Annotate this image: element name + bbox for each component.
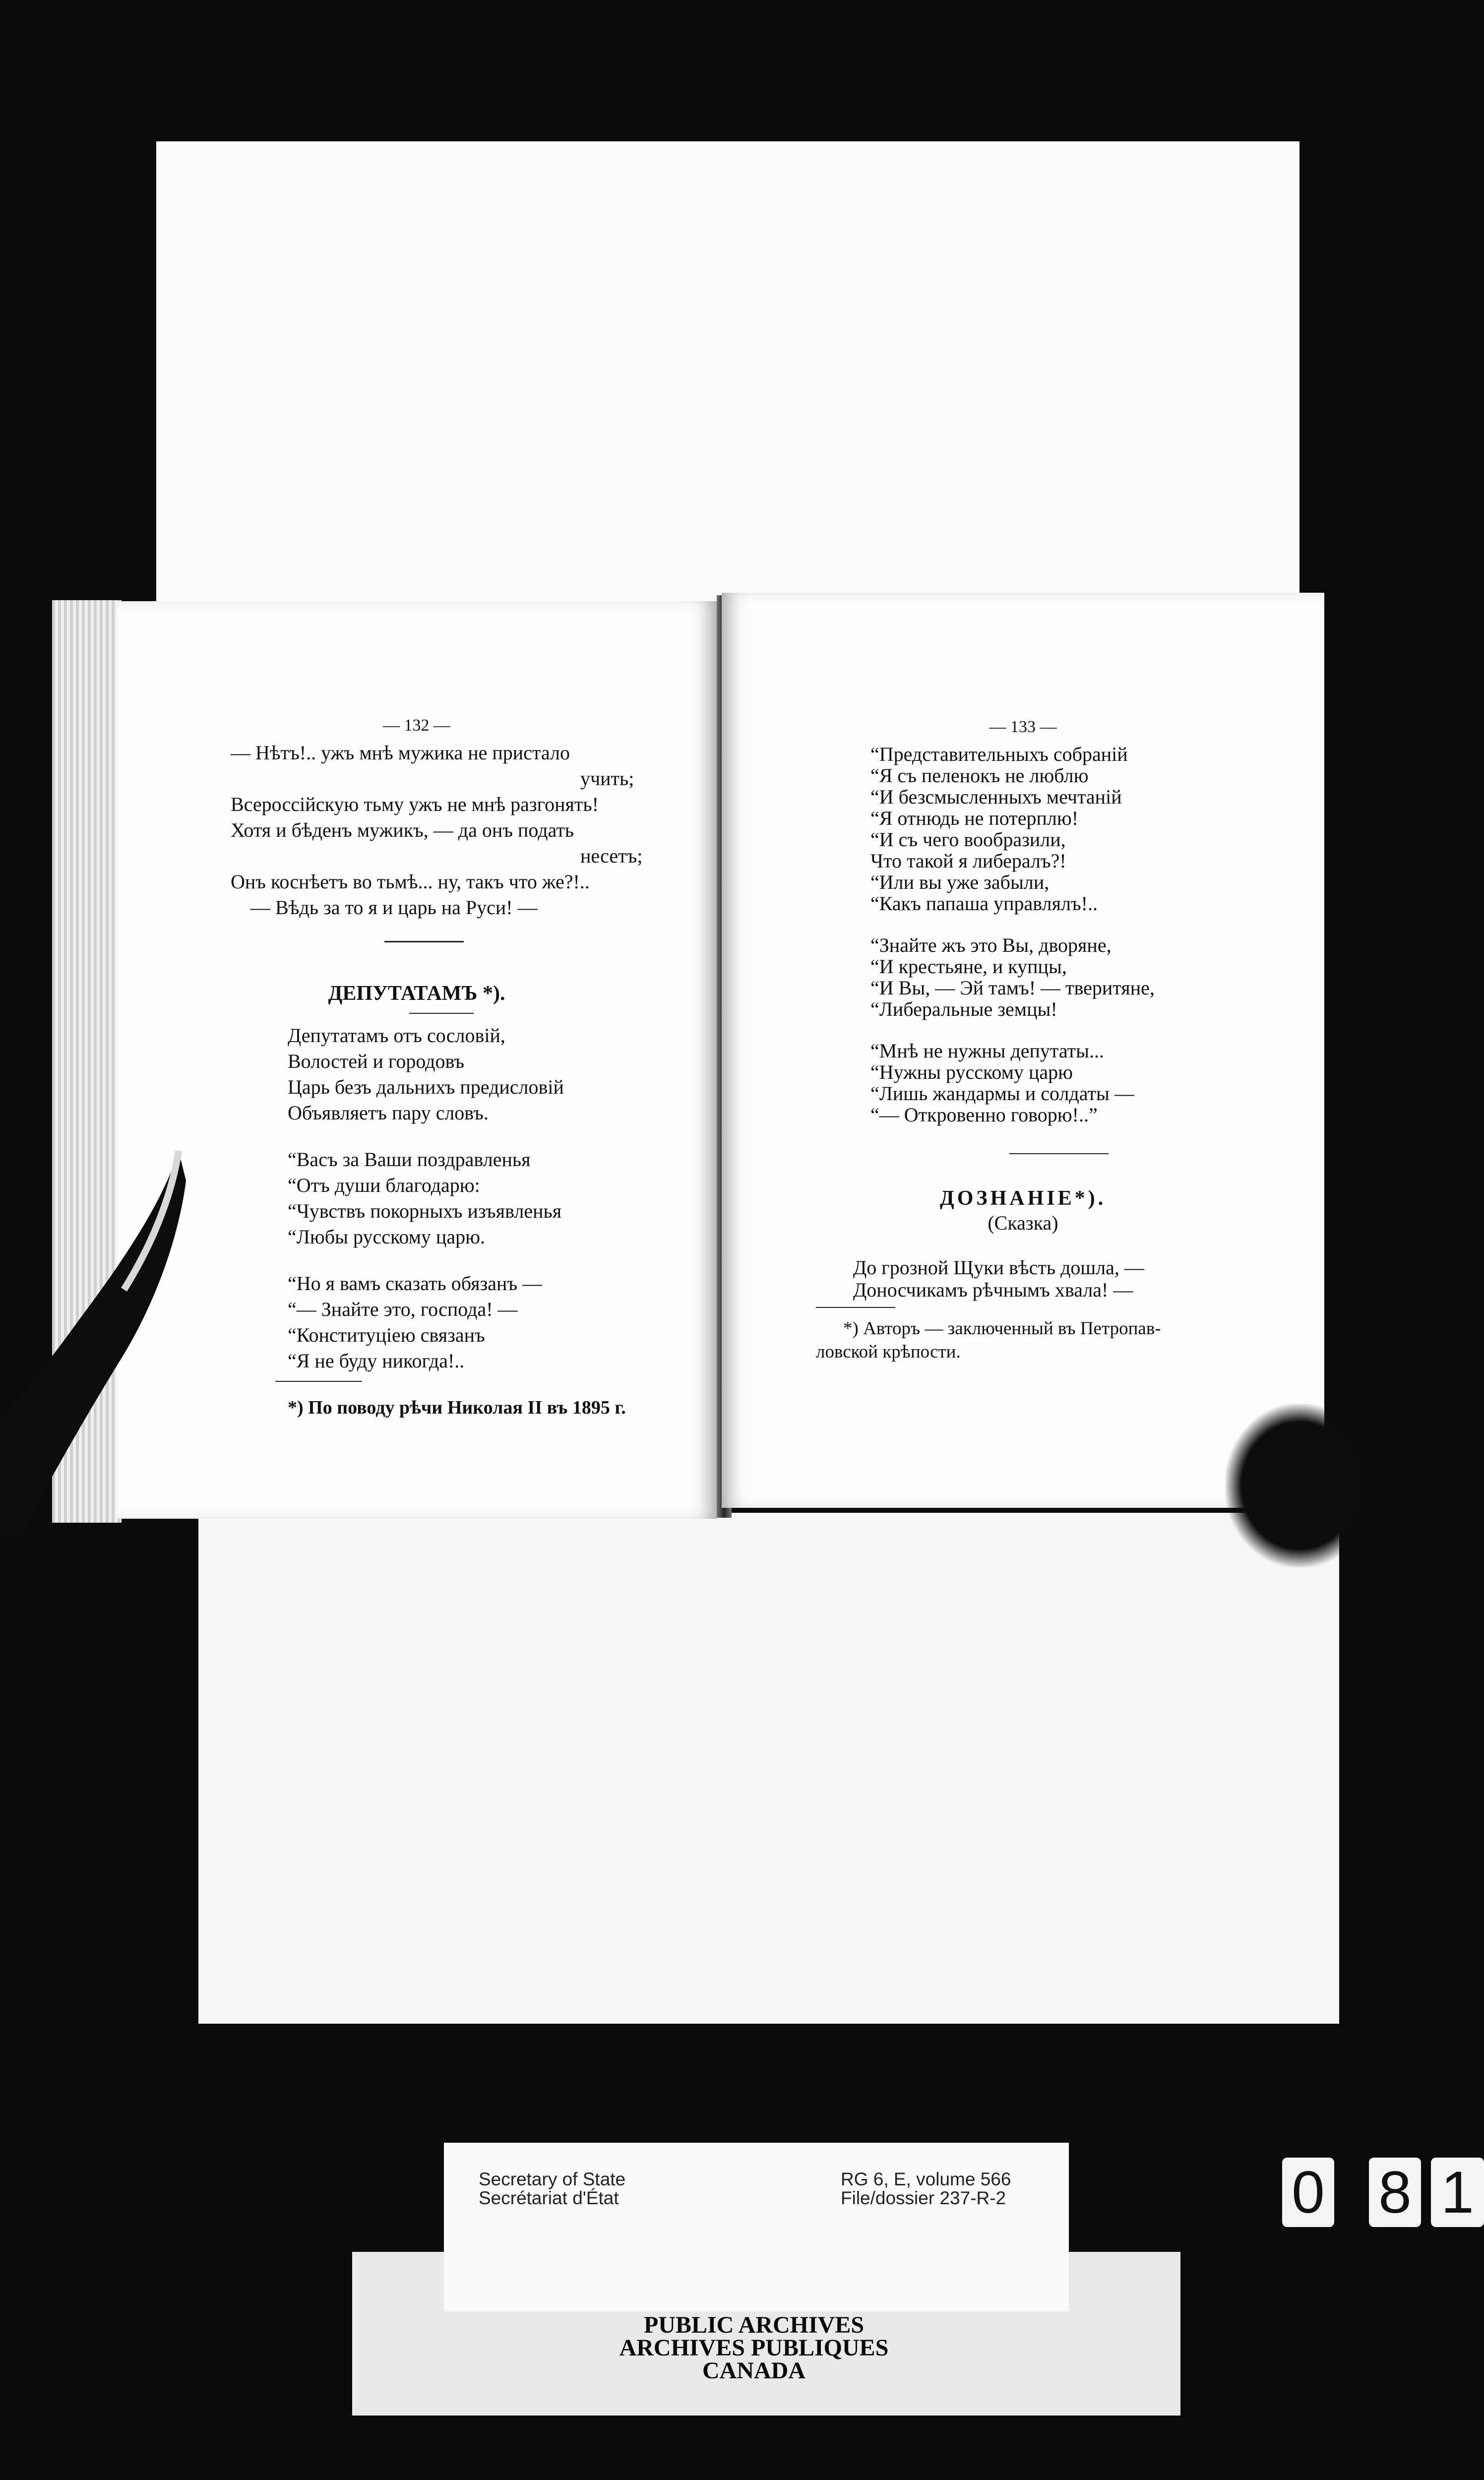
poem-line: Что такой я либералъ?!	[870, 850, 1066, 872]
archives-stamp	[541, 2314, 967, 2382]
poem-line: Волостей и городовъ	[288, 1050, 465, 1072]
poem-line: Всероссійскую тьму ужъ не мнѣ разгонять!	[231, 793, 599, 815]
poem-line: “И Вы, — Эй тамъ! — тверитяне,	[870, 977, 1155, 999]
letter-opener	[0, 1141, 188, 1538]
stamp-line: ARCHIVES PUBLIQUES	[619, 2335, 889, 2361]
poem-line: “Отъ души благодарю:	[288, 1174, 480, 1196]
archive-label	[444, 2143, 1069, 2311]
poem-line: учить;	[580, 767, 634, 790]
poem-line: “И крестьяне, и купцы,	[870, 955, 1067, 978]
stamp-line: PUBLIC ARCHIVES	[643, 2312, 865, 2338]
section-divider	[1009, 1153, 1109, 1154]
frame-digit: 0	[1282, 2158, 1334, 2227]
poem-line: Объявляетъ пару словъ.	[288, 1102, 489, 1124]
poem-line: “Я съ пеленокъ не люблю	[870, 764, 1089, 787]
page-number-left: — 132 —	[383, 716, 450, 735]
poem-line: “И безсмысленныхъ мечтаній	[870, 786, 1122, 808]
back-sheet-bottom	[198, 1513, 1339, 2024]
poem-line: — Вѣдь за то я и царь на Руси! —	[250, 896, 538, 919]
poem-line: Царь безъ дальнихъ предисловій	[288, 1076, 564, 1098]
frame-digit: 1	[1431, 2158, 1484, 2227]
poem-line: “Чувствъ покорныхъ изъявленья	[288, 1200, 562, 1222]
department-en: Secretary of State	[479, 2169, 626, 2189]
poem-line: “Представительныхъ собраній	[870, 743, 1128, 765]
frame-number	[1282, 2158, 1484, 2232]
footnote-rule	[275, 1381, 362, 1382]
thumb-shadow	[1225, 1404, 1374, 1567]
poem-line: “Мнѣ не нужны депутаты...	[870, 1040, 1104, 1062]
right-page	[722, 593, 1324, 1508]
poem-line: “Знайте жъ это Вы, дворяне,	[870, 934, 1112, 956]
poem-line: “Я отнюдь не потерплю!	[870, 807, 1079, 829]
footnote-rule	[816, 1307, 895, 1308]
file-number: File/dossier 237-R-2	[841, 2188, 1006, 2208]
poem-line: “Конституціею связанъ	[288, 1324, 485, 1346]
poem-line: “И съ чего вообразили,	[870, 828, 1066, 851]
section-divider	[384, 941, 464, 942]
poem-line: Депутатамъ отъ сословій,	[288, 1024, 505, 1047]
poem-line: Онъ коснѣетъ во тьмѣ... ну, такъ что же?!..	[231, 870, 590, 893]
poem-line: Хотя и бѣденъ мужикъ, — да онъ подать	[231, 819, 574, 841]
poem-line: “Любы русскому царю.	[288, 1226, 485, 1248]
poem-line: “Либеральные земцы!	[870, 998, 1057, 1020]
frame-digit: 8	[1369, 2158, 1421, 2227]
poem-line: “— Откровенно говорю!..”	[870, 1104, 1098, 1126]
footnote: *) По поводу рѣчи Николая II въ 1895 г.	[288, 1397, 626, 1418]
back-sheet-top	[156, 141, 1299, 627]
footnote: ловской крѣпости.	[816, 1342, 961, 1362]
poem-line: — Нѣтъ!.. ужъ мнѣ мужика не пристало	[231, 742, 570, 764]
poem-line: несетъ;	[580, 845, 643, 867]
page-number-right: — 133 —	[989, 718, 1057, 736]
poem-line: До грозной Щуки вѣсть дошла, —	[853, 1256, 1144, 1279]
stamp-line: CANADA	[702, 2357, 805, 2384]
poem-line: “Какъ папаша управлялъ!..	[870, 892, 1098, 915]
section-title: ДОЗНАНІЕ*).	[939, 1187, 1107, 1210]
poem-line: Доносчикамъ рѣчнымъ хвала! —	[853, 1279, 1133, 1301]
department-fr: Secrétariat d'État	[479, 2188, 619, 2208]
record-group: RG 6, E, volume 566	[841, 2169, 1011, 2189]
poem-line: “Я не буду никогда!..	[288, 1350, 465, 1372]
title-underline	[409, 1013, 474, 1014]
left-page	[117, 601, 717, 1519]
poem-line: “Нужны русскому царю	[870, 1061, 1073, 1083]
poem-line: “Васъ за Ваши поздравленья	[288, 1148, 531, 1171]
footnote: *) Авторъ — заключенный въ Петропав-	[843, 1318, 1161, 1339]
poem-line: “Или вы уже забыли,	[870, 871, 1050, 893]
poem-line: “— Знайте это, господа! —	[288, 1298, 518, 1320]
poem-line: “Но я вамъ сказать обязанъ —	[288, 1272, 543, 1295]
poem-line: “Лишь жандармы и солдаты —	[870, 1082, 1134, 1105]
section-title: ДЕПУТАТАМЪ *).	[328, 982, 505, 1005]
section-subtitle: (Сказка)	[988, 1212, 1058, 1234]
